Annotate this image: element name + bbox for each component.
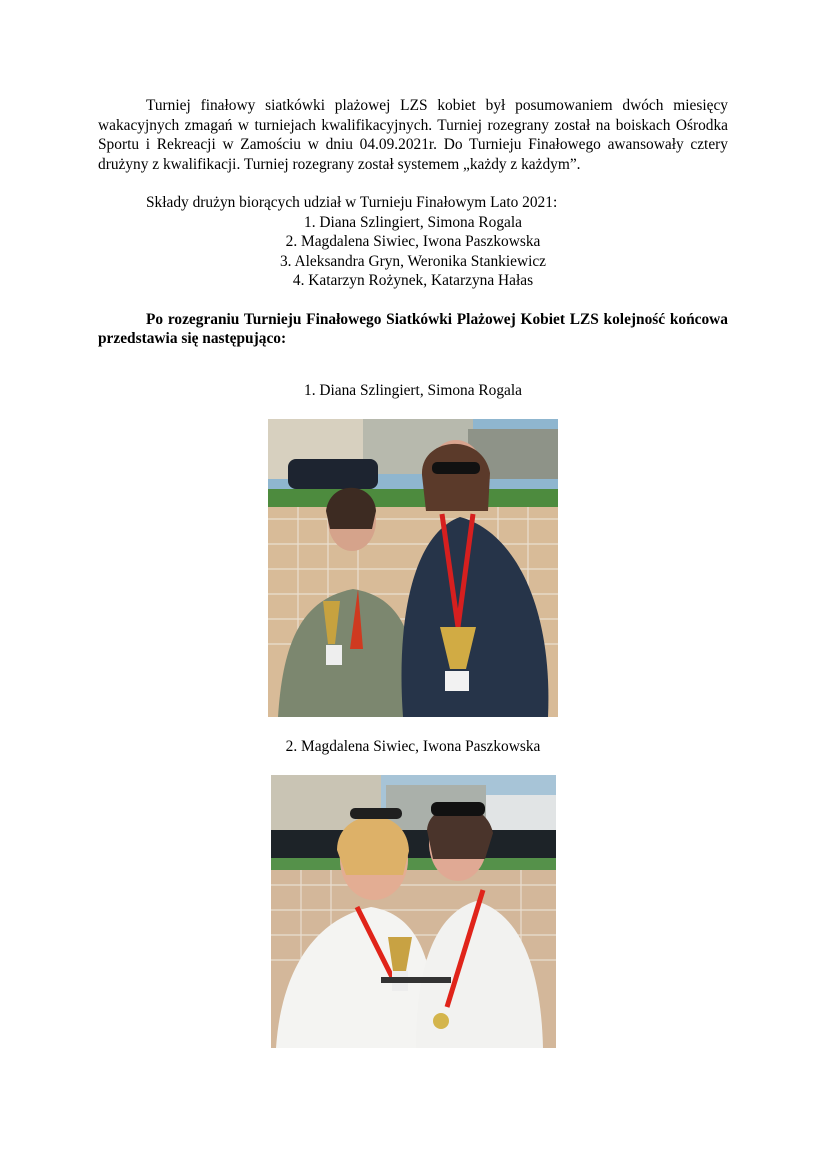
- team-item: 3. Aleksandra Gryn, Weronika Stankiewicz: [279, 252, 547, 270]
- team-photo-first-place: [268, 419, 558, 717]
- document-body: [98, 96, 728, 349]
- results-heading: Po rozegraniu Turnieju Finałowego Siatkówki Plażowej Kobiet LZS kolejność końcowa przedstawia się następująco:: [98, 310, 728, 347]
- team-photo-second-place: [271, 775, 556, 1048]
- team-item: 2. Magdalena Siwiec, Iwona Paszkowska: [285, 233, 541, 250]
- teams-list: [98, 213, 728, 291]
- result-item-first: 1. Diana Szlingiert, Simona Rogala: [304, 382, 522, 399]
- team-item: 4. Katarzyn Rożynek, Katarzyna Hałas: [292, 272, 534, 289]
- result-item-second: 2. Magdalena Siwiec, Iwona Paszkowska: [285, 738, 541, 755]
- intro-paragraph: Turniej finałowy siatkówki plażowej LZS kobiet był posumowaniem dwóch miesięcy wakacyjnych zmagań w turniejach kwalifikacyjnych. Turniej rozegrany został na boiskach Ośrodka Sportu i Rekreacji w Zamościu w dniu 04.09.2021r. Do Turnieju Finałowego awansowały cztery drużyny z kwalifikacji. Turniej rozegrany został systemem „każdy z każdym”.: [98, 97, 728, 173]
- team-item: 1. Diana Szlingiert, Simona Rogala: [304, 213, 522, 231]
- teams-heading: Składy drużyn biorących udział w Turnieju Finałowym Lato 2021:: [146, 194, 558, 211]
